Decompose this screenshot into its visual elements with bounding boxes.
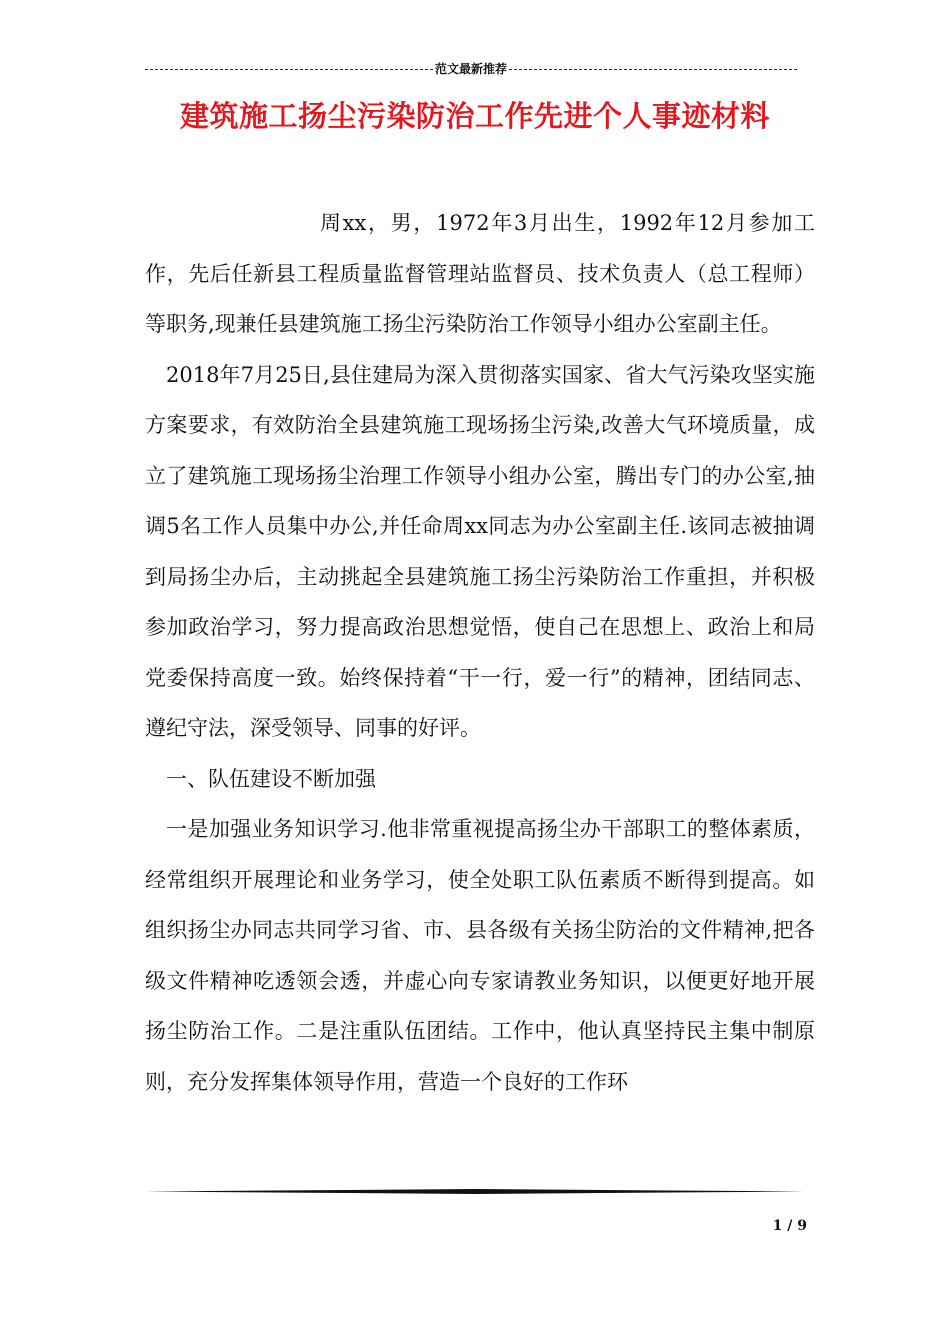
section-heading: 一、队伍建设不断加强 (166, 766, 376, 791)
page-header (145, 58, 797, 78)
header-dash-left (145, 69, 433, 70)
document-title: 建筑施工扬尘污染防治工作先进个人事迹材料 (179, 99, 770, 133)
paragraph-section-one: 一是加强业务知识学习.他非常重视提高扬尘办干部职工的整体素质，经常组织开展理论和业务学习，使全处职工队伍素质不断得到提高。如组织扬尘办同志共同学习省、市、县各级有关扬尘防治的文件精神,把各级文件精神吃透领会透，并虚心向专家请教业务知识，以便更好地开展扬尘防治工作。二是注重队伍团结。工作中，他认真坚持民主集中制原则，充分发挥集体领导作用，营造一个良好的工作环 (145, 817, 815, 1094)
page-number: 1 / 9 (772, 1218, 807, 1234)
paragraph-intro: 周xx，男，1972年3月出生，1992年12月参加工作，先后任新县工程质量监督管理站监督员、技术负责人（总工程师）等职务,现兼任县建筑施工扬尘污染防治工作领导小组办公室副主任。 (145, 211, 815, 336)
header-label: 范文最新推荐 (435, 61, 508, 76)
paragraph-background: 2018年7月25日,县住建局为深入贯彻落实国家、省大气污染攻坚实施方案要求，有效防治全县建筑施工现场扬尘污染,改善大气环境质量，成立了建筑施工现场扬尘治理工作领导小组办公室，腾出专门的办公室,抽调5名工作人员集中办公,并任命周xx同志为办公室副主任.该同志被抽调到局扬尘办后，主动挑起全县建筑施工扬尘污染防治工作重担，并积极参加政治学习，努力提高政治思想觉悟，使自己在思想上、政治上和局党委保持高度一致。始终保持着“干一行，爱一行”的精神，团结同志、遵纪守法，深受领导、同事的好评。 (145, 362, 815, 740)
header-dash-right (509, 69, 797, 70)
document-body (145, 198, 815, 1107)
footer-rule (145, 1188, 805, 1196)
